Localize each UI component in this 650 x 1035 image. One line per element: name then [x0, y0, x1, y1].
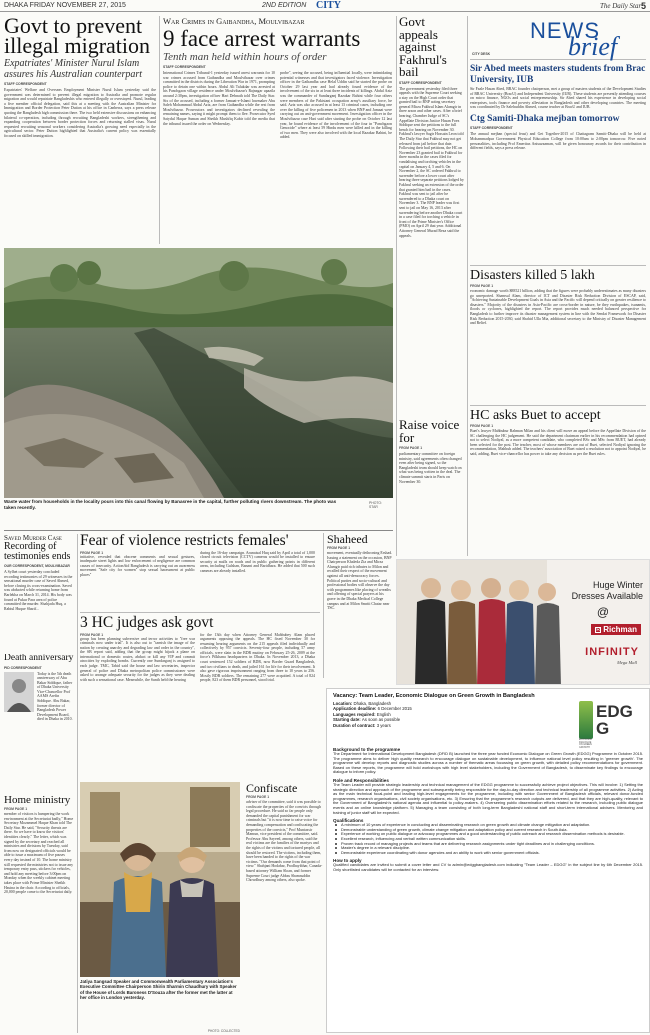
- byline: CITY DESK: [472, 52, 491, 56]
- infinity-sub: Mega Mall: [617, 660, 637, 665]
- byline: STAFF CORRESPONDENT: [163, 65, 206, 69]
- story-shaheed: [323, 533, 393, 678]
- qual-item: Experience of working on public dialogue or advocacy programmes and a good understanding of public outreach and research dissemination methods is desirable.: [341, 832, 643, 837]
- body: parliamentary committee on foreign ministry, said agreements often changed even after being signed, so the Bangladeshi team should keep watch on what was being written in the deal. The climate summit starts in Paris on November 30.: [399, 452, 462, 484]
- kicker: FROM PAGE 1: [399, 446, 423, 450]
- body-col-2: probe", seeing the accused, being influential locally, were intimidating potential witnesses and that investigators faced violence. Investigation officer in the Gaibandha case Helal Uddin said he started the probe on October 29 last year and had already found evidence of the involvement of the six in at least three incidents of killings. Abdul Aziz was the commander of Sundarganj Razakar Bahini while four others were members of the Pakistani occupation army's auxiliary force, he said. Aziz was also accused in at least 13 criminal cases, including one over the killing of five policemen in 2013 when BNP and Jamaat were carrying out an anti-government movement. Investigation officer in the Moulvibazar case Hari said after starting the probe on October 12 last year, he found evidence of the involvement of the four in "Panchgaon Genocide" where at least 59 Hindu men were killed and in the killing of two men. They were also involved with the local Razakar Bahini, he added.: [280, 71, 392, 140]
- body: Today is the 5th death anniversary of Abu Bakar Siddique, father of Dhaka University Vice-Chancellor Prof AAMS Arefin Siddique. Abu Bakar, former director of Bangladesh Power Development Board, died in Dhaka in 2010.: [37, 671, 73, 722]
- story-buet: [470, 405, 646, 557]
- vacancy-field-value: 6 December 2015: [377, 706, 412, 712]
- qual-item: Demonstrable experience coordinating with donor agencies and an ability to work with senior government officials.: [341, 851, 643, 856]
- headline: 9 face arrest warrants: [163, 26, 361, 51]
- kicker: FROM PAGE 1: [327, 546, 351, 550]
- vacancy-field-key: Application deadline:: [333, 706, 378, 712]
- byline: STAFF CORRESPONDENT: [399, 80, 442, 85]
- brief-2-headline: Ctg Samiti-Dhaka mejban tomorrow: [470, 113, 620, 124]
- body: economic damage worth $88521 billion, adding that the figures were probably underestimates as many disasters go unreported. Shamsul Alam, director of ICT and Disaster Risk Reduction Division of ESCAP, said, "Achieving Sustainable Development Goals in Asia and the Pacific will depend critically on greater resilience to disasters." Majority of the disasters in Asia-Pacific are cross-border in nature, be they earthquakes, tsunamis, floods or cyclones, highlighted the report. The report provides much needed balanced perspective for Bangladesh to further improve its disaster management system in line with the Sendai Framework for Disaster Risk Reduction 2015-2030, said Shahid Ulla Mia, additional secretary to the Ministry of Disaster Management and Relief.: [470, 289, 646, 326]
- body: Buet's lawyer Mahbubur Rahman Milan and his client will move an appeal before the Appellate Division of the SC challenging the HC judgement. He said the department chairman earlier in his recommendation had opined not to select Nodiyal, as a more competent candidate, who completed BSc and MSc from BUET, had already been selected for the post. The teacher, most of whose members are out of Buet, selected Nodiyal ignoring the recommendation, Mahbub added. The teachers' association of Buet raised a resolution not to appoint Nodiyal, he said, adding, Buet vice-chancellor has power to take any decision as per the Buet rules.: [470, 429, 646, 456]
- qual-item: Proven track record of managing projects and teams that are delivering research assignments under tight deadlines and in challenging conditions.: [341, 842, 643, 847]
- body: adviser of the committee, said it was possible to confiscate the properties of the convicts through legal procedure. He said so far people only demanded the capital punishment for war criminals but "it is now time to raise voice for demanding compensation and confiscating the properties of the convicts," Prof Muntassir Mamun, vice president of the committee, said. Professor Abu Sayeed, among others, said the real victims are the families of the martyrs and the rights of the victims and tortured people, all should be restored. The victims, including them, have been handed to the rights of the war victims. "Our demands come from that point of view." Shahjani Hodabar, Prodhayibhar, Canada-based attorney William Sloan, and former Supreme Court judge Abbas Shamsuddin Chowdhury among others, also spoke.: [246, 800, 323, 883]
- qual-item: Master's degree in a relevant discipline.: [341, 846, 643, 851]
- byline: OUR CORRESPONDENT, MOULVIBAZAR: [4, 564, 70, 568]
- headline: Fear of violence restricts females': [80, 533, 289, 549]
- headline: Shaheed: [327, 533, 368, 546]
- edgg-leaf-icon: [579, 701, 593, 739]
- masthead-edition: 2ND EDITION: [262, 2, 307, 9]
- bullet-icon: [335, 824, 337, 826]
- portrait-photo: [4, 672, 34, 712]
- richman-logo: [591, 624, 641, 635]
- headline: Recording of testimonies ends: [4, 541, 71, 562]
- headline: HC asks Buet to accept: [470, 408, 601, 423]
- richman-infinity-ad: [396, 559, 650, 685]
- headline: Govt appeals against Fakhrul's bail: [399, 16, 447, 79]
- bullet-icon: [335, 838, 337, 840]
- ad-line-1: Huge Winter: [592, 580, 643, 590]
- edgg-logo: [579, 701, 635, 749]
- bg-body: The Department for International Development Bangladesh (DFID B) launched the three year funded Economic Dialogue on Green Growth (EDGG) Programme in October 2015. The programme aims to deliver high quality research to encourage dialogue on sustainable development, to influence national level policy resulting in 'greener growth'. The programme will develop reports and diagnostic studies across a number of thematic areas focussing on green growth, with detailed policy recommendations for government. Based on these reports, the programme will hold workshops with high level stakeholders, including the Government of Bangladesh, to disseminate key findings to encourage dialogue to inform policy.: [333, 751, 643, 775]
- body-col-2: for the 13th day when Attorney General Mahbubey Alam placed arguments opposing the appeals. The HC fixed November 30 for resuming hearing arguments on the 215 appeals filed individually and collectively by 957 convicts. Seventy-four people, including 57 army officials, were slain in the BDR mutiny on February 25-26, 2009 at the force's Pilkhana headquarters in Dhaka. In November 2013, a Dhaka court sentenced 152 soldiers of BDR, now Border Guard Bangladesh, and two civilians to death, and jailed 161 for life for their involvement. It also gave rigorous imprisonment ranging from three to 10 years to 256. Mostly BDR soldiers. The remaining 277 were acquitted. A total of 824 people, 823 of them BDR personnel, stood trial.: [200, 632, 315, 683]
- body-col-1: International Crimes Tribunal-1 yesterday issued arrest warrants for 10 war crimes accused from Gaibandha and Moulvibazar over crimes committed in the districts during the Liberation War in 1971, prompting police to detain one within hours. Abdul Ali Talukdar was arrested at his Panchgaon village residence under Moulvibazar's Rajnagar upazila around 2:30pm, investigation officer Hari Debnath told The Daily Star. Six of the accused, including a former Jamaat-e-Islami lawmaker Abu Saleh Mohammad Abdul Aziz, are from Gaibandha while the rest from Moulvibazar. Prosecutors and investigators declined revealing the remaining names, saying it might prompt them to flee. Prosecutor Syed Saiydul Haque Suman and Sheikh Mushfiq Kabir told the media that the tribunal issued the order on Wednesday.: [163, 71, 275, 126]
- qual-head: Qualifications: [333, 818, 364, 824]
- edgg-wordmark: EDGG: [596, 702, 633, 738]
- news-title: NEWS: [530, 18, 600, 43]
- qual-item: Excellent research, influencing and verbal/ written communication skills.: [341, 837, 643, 842]
- vacancy-title: Vacancy: Team Leader, Economic Dialogue on Green Growth in Bangladesh: [333, 693, 535, 699]
- photo-caption: Waste water from households in the locality pours into this canal flowing by Banasree in the capital, further polluting rivers downstream. The photo was taken recently.: [4, 499, 337, 510]
- story-warrants: [163, 16, 393, 246]
- body: movement, eventually dethroning Ershad. Issuing a statement on the occasion, BNP Chairperson Khaleda Zia and Mirza Alamgir paid rich tributes to Milon and recalled their respect of the movement against all anti-democracy forces. Political parties and socio-cultural and professional bodies will observe the day with programmes like placing of wreaths and offering of special prayers at his grave in the Dhaka Medical College campus and at Milon Smriti Chatar near TSC.: [327, 551, 393, 611]
- qual-list: [333, 823, 643, 855]
- kicker: FROM PAGE 1: [470, 424, 494, 428]
- photo-credit: PHOTO: STAR: [369, 501, 382, 509]
- headline: Raise voice for: [399, 418, 460, 445]
- story-home-ministry: [4, 795, 74, 1033]
- subhead: Expatriates' Minister Nurul Islam assures his Australian counterpart: [4, 58, 143, 80]
- jatiya-caption-block: [80, 979, 240, 1033]
- headline: Govt to prevent illegal migration: [4, 16, 151, 58]
- story-violence: [80, 533, 320, 608]
- body-col-1: initiative, revealed that obscene comments and sexual gestures, inadequate street lights and low enforcement of negligence are common causes of insecurity. ActionAid Bangladesh is carrying out an awareness movement "Safe city for women" stop sexual harassment at public places": [80, 554, 195, 577]
- vacancy-ad: [326, 688, 650, 1033]
- edgg-logo-sub: ECONOMIC DIALOGUE ON GREEN GROWTH: [579, 738, 593, 749]
- kicker: War Crimes in Gaibandha, Moulvibazar: [163, 16, 305, 26]
- brief-1-body: Sir Fazle Hasan Abed, BRAC founder chairperson, met a group of masters students of the Development Studies of BRAC University (BracU) and Independent University (IUB). These students are presently attending courses on micro finance, NGOs and social entrepreneurship. Sir Abed shared his experience in developing social enterprises, tools finance and poverty alleviation in Bangladesh and other developing countries. The meeting was coordinated by Dr Salehuddin Ahmed, course teacher at BracU and IUB.: [470, 87, 646, 110]
- headline: 3 HC judges ask govt: [80, 614, 214, 631]
- headline: Confiscate: [246, 782, 298, 795]
- ad-line-2: Dresses Available: [571, 591, 643, 601]
- vacancy-field-value: 3 years: [376, 722, 391, 728]
- kicker: Saved Murder Case: [4, 534, 62, 542]
- subhead: Tenth man held within hours of order: [163, 51, 327, 63]
- kicker: FROM PAGE 1: [4, 807, 28, 811]
- masthead: [0, 0, 650, 12]
- vacancy-field-key: Starting date:: [333, 717, 362, 723]
- jatiya-credit: PHOTO: COLLECTED: [207, 1029, 240, 1033]
- story-death-anniversary: [4, 654, 74, 794]
- headline: Disasters killed 5 lakh: [470, 268, 595, 283]
- news-brief: [470, 16, 646, 262]
- apply-head: How to apply: [333, 858, 362, 864]
- jatiya-caption: Jatiya Sangsad Speaker and Commonwealth Parliamentary Association's Executive Committee Chairperson Shirin Sharmin Chaudhury with Speaker of the House of Lords Baroness D'Souza after the former met the latter at her office in London yesterday.: [80, 979, 237, 1000]
- brief-2-body: The annual mejban (special feast) and Get Together-2015 of Chattagram Samiti-Dhaka will be held at Mohammadpur Government Physical Education College from 10:00am to 2:00pm tomorrow. Five noted personalities, including Prof Emeritus Anisuzzaman, will be given honourary awards for their contribution in different fields, says a press release.: [470, 132, 646, 151]
- role-body: The Team Leader will provide strategic leadership and technical management of the EDGG programme to successfully achieve project objectives. This will involve: 1) Setting the strategic direction and approach of the programme and subsequently being responsible for the day-to-day direction and technical leadership of all programme activities. 2) Acting as the main technical focal-point and leading high-level engagements for the programme, including with senior Government of Bangladesh officials, relevant donor-funded programmes, research organisations, civil society organisations, etc. 3) Ensuring that the programme's research outputs are delivered, and that they are high-quality, relevant to the Government of Bangladesh's national agenda and influential to policy-makers. 4) Overseeing public dissemination efforts related to the research, including public dialogue events and an online knowledge platform. 5) Managing a team consisting of both long-term Bangladeshi national staff and short-term international advisers. Mentoring and training of junior staff will be expected.: [333, 781, 643, 815]
- richman-r-icon: R: [596, 626, 601, 633]
- kicker: FROM PAGE 1: [80, 550, 104, 555]
- bg-head: Background to the programme: [333, 747, 401, 752]
- brief-2-byline: STAFF CORRESPONDENT: [470, 126, 513, 131]
- story-saved-murder: [4, 534, 74, 654]
- masthead-paper: The Daily Star: [600, 2, 642, 10]
- body: The government yesterday filed three appeals with the Supreme Court seeking a stay on the High Court order that granted bail to BNP acting secretary general Mirza Fakhrul Islam Alamgir in three arson and other cases. After a brief hearing, Chamber Judge of SC's Appellate Division Justice Hasan Foez Siddique sent the petitions to the full bench for hearing on November 30. Fakhrul's lawyer Sagir Hossain Leon told The Daily Star that Fakhrul may not get released from jail before that date. Following their bail petitions, the HC on November 23 granted bail to Fakhrul for three months in the cases filed for vandalising and torching vehicles in the capital on January 4, 5 and 6. On November 2, the SC ordered Fakhrul to surrender before a lower court after hearing three separate petitions lodged by Fakhrul seeking an extension of the order that granted him bail in the cases. Fakhrul was sent to jail after he surrendered to a Dhaka court on November 3. The BNP leader was first sent to jail on May 16, 2013 after surrendering before another Dhaka court in a case filed for torching a vehicle in front of the Prime Minister's Office (PMO) on April 29 that year. Additional Attorney General Murad Reza said the appeals.: [399, 86, 464, 238]
- richman-brand: Richman: [603, 625, 637, 634]
- masthead-date: DHAKA FRIDAY NOVEMBER 27, 2015: [4, 2, 126, 9]
- masthead-section: CITY: [316, 0, 342, 11]
- bullet-icon: [335, 847, 337, 849]
- bullet-icon: [335, 843, 337, 845]
- body: member of visitors is hampering the work environment at the Secretariat badly," Home Secretary Mozammel Haque Khan told The Daily Star. He said, "Security threats are there. So we have to know the visitors' identities clearly." The letter, which was signed by the secretary and reached all ministries and divisions by Tuesday, said from now on designated officials would be able to issue a maximum of five passes every day instead of 10. The home ministry still requested the ministries not to issue any temporary entry pass, stickers for vehicles, and hold any meeting before 3:00pm on Monday when the weekly cabinet meeting takes place with Prime Minister Sheikh Hasina in the chair. According to officials, 20,000 people come to the Secretariat daily.: [4, 812, 74, 895]
- byline: PID CORRESPONDENT: [4, 665, 42, 670]
- role-head: Role and Responsibilities: [333, 777, 389, 783]
- brief-1-headline: Sir Abed meets masters students from Brac University, IUB: [470, 64, 646, 85]
- kicker: FROM PAGE 1: [246, 795, 270, 799]
- jatiya-photo: [80, 782, 240, 977]
- qual-item: A minimum of 10 years of experience in conducting and disseminating research on green growth and climate change mitigation and adaptation.: [341, 823, 643, 828]
- byline: STAFF CORRESPONDENT: [4, 82, 47, 86]
- vacancy-field-key: Location:: [333, 701, 354, 706]
- ad-models-image: [397, 560, 650, 685]
- masthead-page: 5: [640, 1, 646, 11]
- headline: Death anniversary: [4, 654, 74, 663]
- body-col-1: group has been planning subversive and terror activities to "free war criminals now under trial". It is also out to "tarnish the image of the nation by creating anarchy and degrading law and order in the country", the SB report said, adding that the group might hijack a plane on international or domestic routes, abduct or kill any VIP and commit atrocities by exploding bombs. Currently one Sundarganj is assigned to each judge. TMC, Tabid said the house and law secretaries, inspector general of police and Dhaka metropolitan police commissioner were asked to arrange adequate security for the judges as they were dealing with such a sensational case. Meanwhile, the Sunth held the hearing: [80, 636, 195, 682]
- bullet-icon: [335, 829, 337, 831]
- story-raise-voice: [399, 418, 464, 556]
- headline: Home ministry: [4, 795, 71, 806]
- vacancy-field-key: Duration of contract:: [333, 722, 377, 728]
- bullet-icon: [335, 833, 337, 835]
- body-col-2: during the 16-day campaign. Arunaisal Huq said by April a total of 1,000 closed circuit television (CCTV) cameras would be installed to ensure security at malls on roads and in public gathering points in different areas, including Gulshan, Banani and Baridhara. He added that 500 such cameras are already installed.: [200, 550, 315, 573]
- vacancy-field-key: Languages required:: [333, 711, 377, 717]
- story-confiscate: [243, 782, 323, 1033]
- bullet-icon: [335, 852, 337, 854]
- infinity-brand: INFINITY: [585, 646, 639, 658]
- qual-item: Demonstrable understanding of green growth, climate change mitigation and adaptation policy and current research in South Asia.: [341, 828, 643, 833]
- body: Expatriates' Welfare and Overseas Employment Minister Nurul Islam yesterday said the government was determined to prevent illegal migration to Australia and promote regular migration and would repatriate Bangladeshis who entered illegally or overstayed. Nurul, leading a five member official delegation, said this at a meeting with the Australian Minister for Immigration and Border Protection Peter Dutton at his office in Canberra, says a press release quoting the Bangladesh high commission there. The two held extensive discussions on enhancing bilateral co-operation, including through recruiting Bangladeshi workers, strengthening and expanding cooperation between border protection forces and returning stalled visas. Nurul requested recruiting seasonal workers considering Australia's growing need especially in the agricultural sector. Peter Dutton highlighted that Australia's current policy was essentially focused on skilled immigration.: [4, 88, 156, 138]
- body: A Sylhet court yesterday concluded recording testimonies of 29 witnesses in the sensational murder case of Saved Ahmed, before closing its cross-examination. Saved was abducted while returning home from Barlekha on March 31, 2014. His body was found at Pukur Para area of police committed the murder. Shahjada Huq, a Rabiul Huque Sharif...: [4, 570, 73, 611]
- story-govt-prevent: [4, 16, 156, 246]
- vacancy-field-value: As soon as possible: [361, 717, 401, 723]
- ad-at: @: [596, 605, 609, 619]
- kicker: FROM PAGE 1: [470, 284, 494, 288]
- story-judges: [80, 612, 320, 778]
- story-fakhrul: [399, 16, 464, 414]
- canal-photo: [4, 248, 393, 498]
- brief-title: brief: [568, 32, 618, 61]
- vacancy-field-value: Dhaka, Bangladesh: [353, 701, 392, 706]
- story-disasters: [470, 265, 646, 403]
- kicker: FROM PAGE 1: [80, 632, 104, 637]
- canal-photo-image: [4, 248, 393, 498]
- photo-caption-row: [4, 499, 393, 515]
- vacancy-field-value: English: [376, 711, 391, 717]
- apply-body: Qualified candidates are invited to submit a cover letter and CV to admin@edggbangladesh.com indicating "Team Leader – EDGG" in the subject line by 6th December 2015. Only shortlisted candidates will be contacted for an interview.: [333, 862, 643, 872]
